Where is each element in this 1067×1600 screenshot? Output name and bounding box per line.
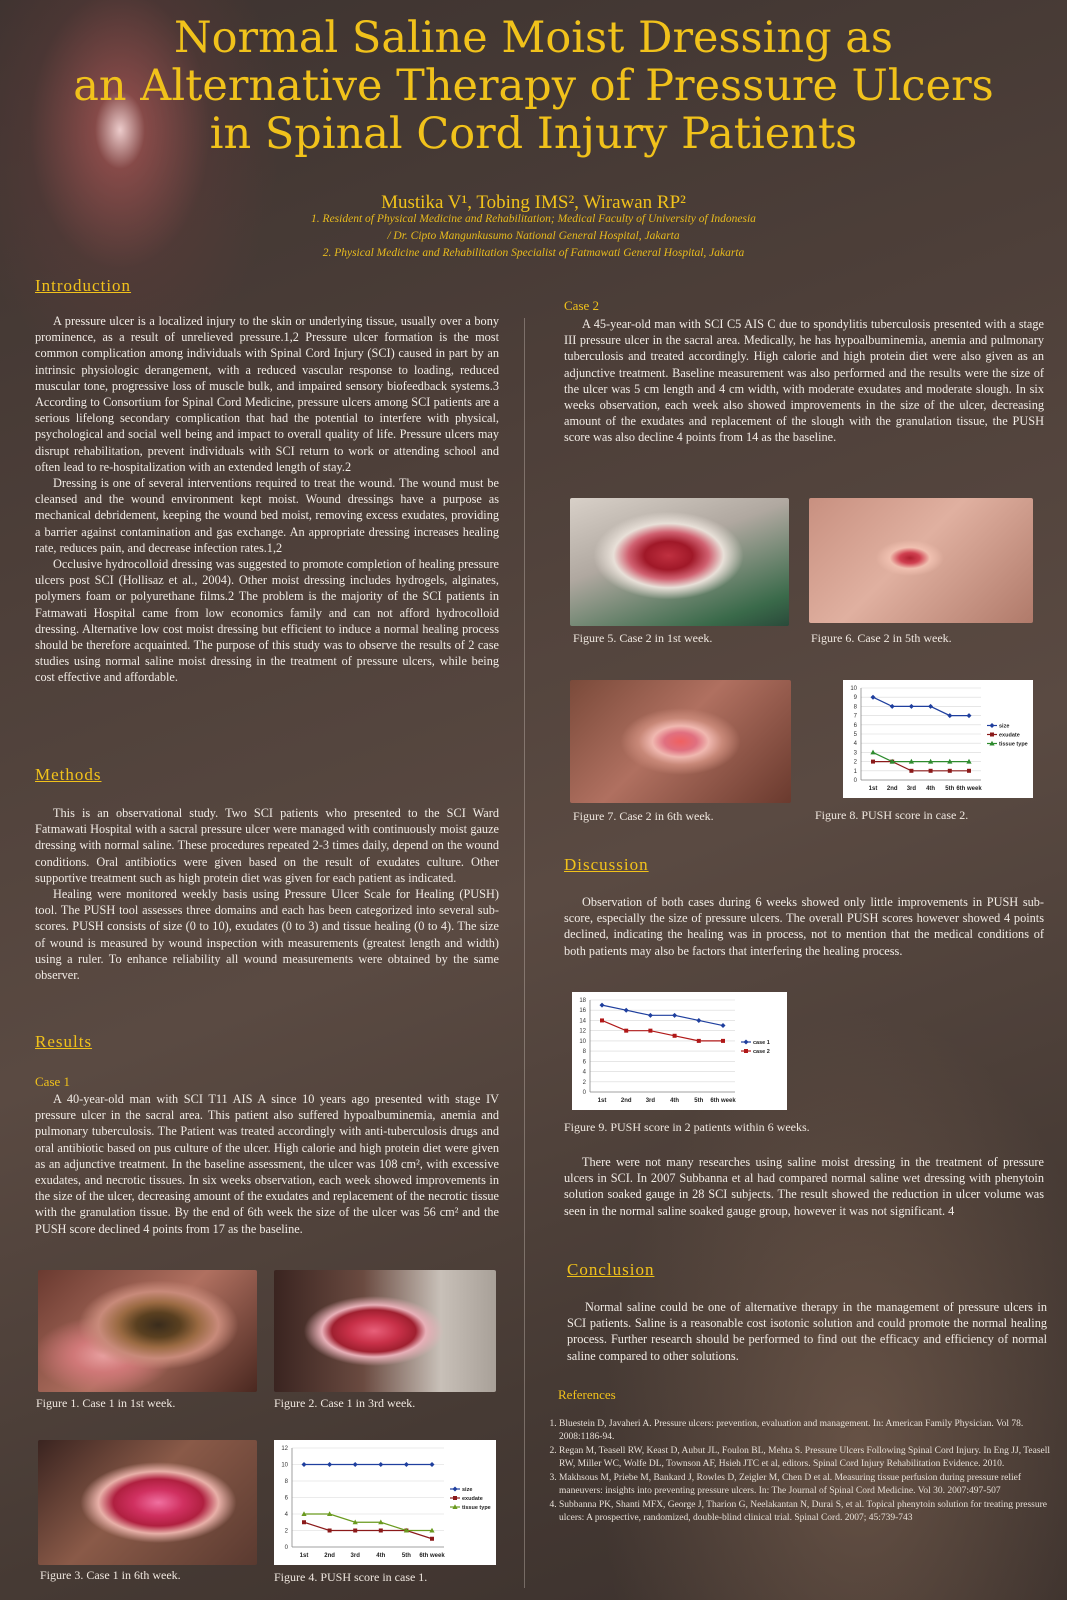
x-tick-label: 3rd [906,786,917,792]
title-line-2: an Alternative Therapy of Pressure Ulcers [73,61,994,111]
title-line-3: in Spinal Cord Injury Patients [209,109,858,159]
data-point [379,1529,383,1533]
authors: Mustika V¹, Tobing IMS², Wirawan RP² [381,192,686,213]
legend-label: size [999,723,1010,730]
data-point [967,713,972,718]
data-point [353,1462,358,1467]
y-tick-label: 4 [284,1512,288,1518]
y-tick-label: 7 [853,713,857,720]
figure-4-caption: Figure 4. PUSH score in case 1. [274,1570,428,1584]
affiliation-1: 1. Resident of Physical Medicine and Rehabilitation; Medical Faculty of University of Indonesia [311,213,756,225]
y-tick-label: 10 [579,1038,586,1045]
data-point [871,695,876,700]
conclusion-paragraph: Normal saline could be one of alternative therapy in the management of pressure ulcers in SCI patients. Saline is a reasonable cost isotonic solution and could promote the normal healing process. Further research should be performed to find out the efficacy and efficiency of normal saline compared to other solutions. [567,1300,1047,1363]
data-point [744,1040,749,1045]
figure-5-photo [570,498,789,626]
y-tick-label: 16 [579,1008,586,1015]
data-point [328,1529,332,1533]
results-heading: Results [35,1032,93,1051]
data-point [744,1049,748,1053]
push-score-case2-chart [843,680,1033,798]
data-point [990,733,994,737]
legend-label: case 1 [753,1040,770,1046]
y-tick-label: 0 [853,778,857,784]
data-point [947,713,952,718]
data-point [721,1039,725,1043]
y-tick-label: 0 [284,1545,288,1551]
figure-7-caption: Figure 7. Case 2 in 6th week. [573,809,714,823]
y-tick-label: 4 [582,1069,586,1076]
y-tick-label: 18 [579,998,586,1004]
data-point [600,1003,605,1008]
case2-heading: Case 2 [564,298,600,313]
case2-text [564,316,1044,446]
figure-3-photo [38,1440,257,1565]
data-point [890,704,895,709]
y-tick-label: 2 [582,1079,586,1086]
data-point [929,769,933,773]
x-tick-label: 4th [670,1098,680,1104]
x-tick-label: 1st [868,786,878,792]
y-tick-label: 1 [853,768,857,775]
methods-text [35,805,499,983]
discussion-paragraph-2: There were not many researches using saline moist dressing in the treatment of pressure ulcers in SCI. In 2007 Subbanna et al had compared normal saline wet dressing with phenytoin solution soaked gauge in 28 SCI subjects. The result showed the reduction in ulcer volume was seen in the normal saline soaked gauge group, however it was not significant. 4 [564,1155,1044,1218]
y-tick-label: 8 [582,1049,586,1056]
references-heading: References [558,1387,616,1402]
poster-title [0,14,1067,158]
x-tick-label: 2nd [886,786,898,792]
data-point [453,1487,458,1492]
x-tick-label: 5th [694,1098,704,1104]
x-tick-label: 6th week [710,1098,736,1104]
data-point [378,1462,383,1467]
data-point [353,1529,357,1533]
introduction-heading: Introduction [35,276,132,295]
x-tick-label: 5th [945,786,955,792]
affiliation-2: 2. Physical Medicine and Rehabilitation Specialist of Fatmawati General Hospital, Jakarta [322,247,745,259]
y-tick-label: 9 [853,695,857,702]
y-tick-label: 14 [579,1018,586,1025]
data-point [624,1029,628,1033]
data-point [928,704,933,709]
x-tick-label: 4th [376,1553,386,1559]
x-tick-label: 2nd [324,1553,335,1559]
data-point [696,1018,701,1023]
data-point [870,750,875,755]
figure-6-caption: Figure 6. Case 2 in 5th week. [811,631,952,645]
intro-paragraph-2: Dressing is one of several interventions required to treat the wound. The wound must be cleansed and the wound environment kept moist. Wound dressings have a purpose as mechanical debridement, keeping the wound bed moist, removing excess exudates, providing a barrier against contamination and gas exchange. An appropriate dressing increases healing rate, reduces pain, and decrease infection rates.1,2 [35,476,499,555]
legend-label: exudate [462,1496,483,1502]
intro-paragraph-1: A pressure ulcer is a localized injury to the skin or underlying tissue, usually over a bony prominence, as a result of unrelieved pressure.1,2 Pressure ulcer formation is the most common complication among individuals with Spinal Cord Injury (SCI) caused in part by an intrinsic physiologic derangement, with a reduced vascular response to loading, reduced muscular tone, progressive loss of muscle bulk, and impaired sensory biofeedback systems.3 According to Consortium for Spinal Cord Medicine, pressure ulcers among SCI patients are a serious lifelong secondary complication that had the potential to interfere with physical, psychological and social well being and impact to overall quality of life. Pressure ulcers may disrupt rehabilitation, prevent individuals with SCI return to work or attending school and often lead to re-hospitalization with an extended length of stay.2 [35,314,499,474]
x-tick-label: 4th [926,786,936,792]
y-tick-label: 10 [850,686,857,692]
y-tick-label: 12 [281,1446,288,1452]
y-tick-label: 0 [582,1090,586,1096]
conclusion-text [567,1299,1047,1364]
reference-item: 2. Regan M, Teasell RW, Keast D, Aubut JL, Foulon BL, Mehta S. Pressure Ulcers Following Spinal Cord Injury. In Eng JJ, Teasell RW, Miller WC, Wolfe DL, Townson AF, Hsieh JTC et al, editors. Spinal Cord Injury Rehabilitation Evidence. 2010. [559,1445,1059,1470]
series-line [873,762,969,771]
data-point [404,1462,409,1467]
figure-8-chart [843,680,1033,798]
legend-label: tissue type [999,741,1028,748]
methods-paragraph-2: Healing were monitored weekly basis using Pressure Ulcer Scale for Healing (PUSH) tool. The PUSH tool assesses three domains and each has been categorized into several sub-scores. PUSH consists of size (0 to 10), exudates (0 to 3) and tissue healing (0 to 4). The size of wound is measured by wound inspection with measurements (greatest length and width) using a ruler. To enhance reliability all wound measurements were obtained by the same observer. [35,887,499,983]
title-line-1: Normal Saline Moist Dressing as [174,13,893,63]
legend-label: case 2 [753,1049,770,1055]
y-tick-label: 6 [582,1059,586,1066]
data-point [673,1034,677,1038]
legend-label: tissue type [462,1505,491,1511]
discussion-text-2 [564,1154,1044,1219]
data-point [648,1013,653,1018]
introduction-text [35,313,499,686]
column-divider [524,318,525,1588]
data-point [302,1462,307,1467]
methods-heading: Methods [35,765,102,784]
x-tick-label: 1st [597,1098,607,1104]
figure-1-photo [38,1270,257,1392]
y-tick-label: 5 [853,732,857,738]
discussion-text-1 [564,894,1044,959]
figure-2-caption: Figure 2. Case 1 in 3rd week. [274,1396,416,1410]
data-point [648,1029,652,1033]
data-point [327,1462,332,1467]
figure-7-photo [570,680,791,803]
figure-5-caption: Figure 5. Case 2 in 1st week. [573,631,713,645]
data-point [721,1023,726,1028]
y-tick-label: 12 [579,1028,586,1035]
y-tick-label: 6 [853,722,857,729]
data-point [624,1008,629,1013]
data-point [967,769,971,773]
reference-item: 4. Subbanna PK, Shanti MFX, George J, Tharion G, Neelakantan N, Durai S, et al. Topical phenytoin solution for treating pressure ulcers: A prospective, randomized, double-blind clinical trial. Spinal Cord. 2007; 45:739-743 [559,1499,1059,1524]
data-point [697,1039,701,1043]
figure-1-caption: Figure 1. Case 1 in 1st week. [36,1396,176,1410]
figure-6-photo [809,498,1033,623]
data-point [453,1496,457,1500]
figure-3-caption: Figure 3. Case 1 in 6th week. [40,1568,181,1582]
y-tick-label: 6 [284,1495,288,1502]
figure-4-chart [274,1440,496,1565]
data-point [871,760,875,764]
push-score-both-chart [572,992,787,1110]
y-tick-label: 8 [284,1479,288,1485]
y-tick-label: 3 [853,750,857,757]
affiliation-1b: / Dr. Cipto Mangunkusumo National General Hospital, Jakarta [387,230,680,242]
data-point [909,704,914,709]
x-tick-label: 3rd [645,1098,656,1104]
conclusion-heading: Conclusion [567,1260,655,1279]
case2-paragraph: A 45-year-old man with SCI C5 AIS C due to spondylitis tuberculosis presented with a stage III pressure ulcer in the sacral area. Medically, he has hypoalbuminemia, anemia and pulmonary tuberculosis and treated accordingly. High calorie and high protein diet were also given as an adjunctive treatment. Baseline measurement was also performed and the results were the size of the ulcer was 5 cm length and 4 cm width, with moderate exudates and moderate slough. In six weeks observation, each week also showed improvements in the size of the ulcer, decreasing amount of the exudates and replacement of the slough with the granulation tissue, the PUSH score was also decline 4 points from 14 as the baseline. [564,317,1044,445]
x-tick-label: 3rd [350,1553,360,1559]
figure-8-caption: Figure 8. PUSH score in case 2. [815,808,969,822]
x-tick-label: 6th week [956,786,982,792]
series-line [873,752,969,761]
y-tick-label: 4 [853,741,857,748]
data-point [430,1537,434,1541]
discussion-paragraph-1: Observation of both cases during 6 weeks showed only little improvements in PUSH sub-score, especially the size of pressure ulcers. The overall PUSH scores however showed 4 points declined, indicating the healing was in process, not to mention that the medical conditions of both patients may also be factors that interfering the healing process. [564,895,1044,958]
figure-9-caption: Figure 9. PUSH score in 2 patients within 6 weeks. [564,1120,810,1134]
data-point [672,1013,677,1018]
methods-paragraph-1: This is an observational study. Two SCI patients who presented to the SCI Ward Fatmawati Hospital with a sacral pressure ulcer were managed with continuously moist gauze dressing with normal saline. These procedures repeated 2-3 times daily, depend on the wound conditions. Oral antibiotics were given based on the result of exudates culture. Other supportive treatment such as high protein diet was given for each patient as indicated. [35,806,499,885]
reference-item: 3. Makhsous M, Priebe M, Bankard J, Rowles D, Zeigler M, Chen D et al. Measuring tissue perfusion during pressure relief maneuvers: insights into preventing pressure ulcers. In: The Journal of Spinal Cord Medicine. Vol 30. 2007:497-507 [559,1472,1059,1497]
x-tick-label: 1st [299,1553,309,1559]
legend-label: exudate [999,732,1020,739]
reference-item: 1. Bluestein D, Javaheri A. Pressure ulcers: prevention, evaluation and management. In: American Family Physician. Vol 78. 2008:1186-94. [559,1418,1059,1443]
data-point [909,769,913,773]
discussion-heading: Discussion [564,855,649,874]
references-list [547,1418,1059,1526]
case1-text [35,1091,499,1237]
data-point [302,1520,306,1524]
y-tick-label: 8 [853,704,857,711]
data-point [948,769,952,773]
data-point [990,723,995,728]
case1-paragraph: A 40-year-old man with SCI T11 AIS A since 10 years ago presented with stage IV pressure ulcer in the sacral area. This patient also suffered hypoalbuminemia, anemia and pulmonary tuberculosis. The Patient was treated accordingly with anti-tuberculosis drugs and oral antibiotic based on pus culture of the ulcer. High calorie and high protein diet were given as an adjunctive treatment. In the baseline assessment, the ulcer was 108 cm², with excessive exudates, and necrotic tissues. In six weeks observation, each week showed improvements in the size of the ulcer, decreasing amount of the exudates and replacement of the necrotic tissue with the granulation tissue. By the end of 6th week the size of the ulcer was 56 cm² and the PUSH score declined 4 points from 17 as the baseline. [35,1092,499,1236]
figure-2-photo [274,1270,496,1392]
series-line [602,1005,723,1025]
data-point [430,1462,435,1467]
x-tick-label: 6th week [419,1553,445,1559]
figure-9-chart [572,992,787,1110]
y-tick-label: 2 [853,759,857,766]
y-tick-label: 10 [281,1462,288,1469]
legend-label: size [462,1487,473,1493]
case1-heading: Case 1 [35,1074,71,1089]
push-score-case1-chart [274,1440,496,1565]
x-tick-label: 2nd [620,1098,632,1104]
data-point [600,1018,604,1022]
x-tick-label: 5th [401,1553,411,1559]
y-tick-label: 2 [284,1528,288,1535]
intro-paragraph-3: Occlusive hydrocolloid dressing was suggested to promote completion of healing pressure ulcers post SCI (Hollisaz et al., 2004). Other moist dressing includes hydrogels, alginates, polymers foam or polyurethane films.2 The problem is the majority of the SCI patients in Fatmawati Hospital came from low economics family and can not afford hydrocolloid dressing. Alternative low cost moist dressing but efficient to induce a normal healing process should be therefore acquainted. The purpose of this study was to observe the results of 2 case studies using normal saline moist dressing in the treatment of pressure ulcers, while being cost effective and affordable. [35,557,499,685]
